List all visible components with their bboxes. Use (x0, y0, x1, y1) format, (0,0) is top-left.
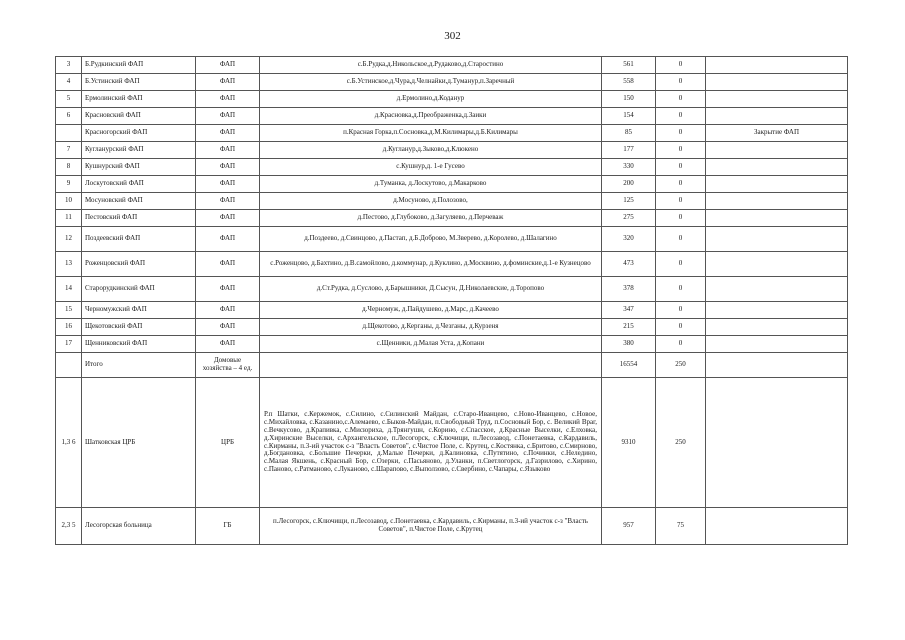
settlements-cell: д.Щекотово, д.Керганы, д.Чезганы, д.Курзеня (260, 319, 602, 336)
note-cell (706, 159, 848, 176)
facility-name-cell: Ермолинский ФАП (82, 91, 196, 108)
note-cell (706, 336, 848, 353)
population-cell: 200 (602, 176, 656, 193)
settlements-cell: д.Мосуново, д.Полозово, (260, 193, 602, 210)
population-cell: 380 (602, 336, 656, 353)
settlements-cell: с.Кушнур,д. 1-е Гусево (260, 159, 602, 176)
settlements-cell: п.Лесогорск, с.Ключищи, п.Лесозавод, с.Понетаевка, с.Кардавиль, с.Кирманы, п.3-ий участок с-з "Власть Советов", п.Чистое Поле, с.Крутец (260, 508, 602, 545)
facility-type-cell: ФАП (196, 302, 260, 319)
facility-type-cell: ФАП (196, 159, 260, 176)
facility-type-cell: ГБ (196, 508, 260, 545)
row-number-cell: 14 (56, 277, 82, 302)
table-row (56, 227, 848, 252)
note-cell (706, 227, 848, 252)
facility-type-cell: ФАП (196, 74, 260, 91)
table-row (56, 91, 848, 108)
value-cell: 0 (656, 193, 706, 210)
population-cell: 330 (602, 159, 656, 176)
row-number-cell: 10 (56, 193, 82, 210)
facility-name-cell: Мосуновский ФАП (82, 193, 196, 210)
value-cell: 0 (656, 277, 706, 302)
population-cell: 957 (602, 508, 656, 545)
value-cell: 0 (656, 227, 706, 252)
facility-name-cell: Лоскутовский ФАП (82, 176, 196, 193)
row-number-cell (56, 353, 82, 378)
facility-type-cell: ФАП (196, 176, 260, 193)
settlements-cell (260, 353, 602, 378)
note-cell (706, 193, 848, 210)
row-number-cell: 2,3 5 (56, 508, 82, 545)
row-number-cell: 13 (56, 252, 82, 277)
facility-type-cell: Домовые хозяйства – 4 ед. (196, 353, 260, 378)
facility-name-cell: Старорудкинский ФАП (82, 277, 196, 302)
facility-type-cell: ФАП (196, 108, 260, 125)
table-row (56, 176, 848, 193)
table-row (56, 74, 848, 91)
facility-name-cell: Красногорский ФАП (82, 125, 196, 142)
table-row (56, 210, 848, 227)
settlements-cell: с.Роженцово, д.Бахтино, д.В.самойлово, д.коммунар, д.Куклино, д.Москвино, д.фоминские,д.1-е Кузнецово (260, 252, 602, 277)
row-number-cell: 16 (56, 319, 82, 336)
note-cell (706, 508, 848, 545)
settlements-cell: д.Туманка, д.Лоскутово, д.Макарково (260, 176, 602, 193)
note-cell (706, 210, 848, 227)
settlements-cell: с.Б.Рудка,д.Никольское,д.Рудаково,д.Старостино (260, 57, 602, 74)
note-cell (706, 108, 848, 125)
facility-type-cell: ФАП (196, 125, 260, 142)
facilities-table (55, 56, 848, 545)
settlements-cell: д.Ермолино,д.Коданур (260, 91, 602, 108)
facility-type-cell: ФАП (196, 336, 260, 353)
facility-name-cell: Щенниковский ФАП (82, 336, 196, 353)
note-cell (706, 142, 848, 159)
value-cell: 0 (656, 252, 706, 277)
value-cell: 0 (656, 91, 706, 108)
note-cell (706, 277, 848, 302)
settlements-cell: д.Пестово, д.Глубоково, д.Загуляево, д.Перчеваж (260, 210, 602, 227)
settlements-cell: д.Поздеево, д.Свинцово, д.Пастап, д.Б.Доброво, М.Зверево, д.Королево, д.Шалагино (260, 227, 602, 252)
note-cell: Закрытие ФАП (706, 125, 848, 142)
row-number-cell: 17 (56, 336, 82, 353)
facility-name-cell: Щекотовский ФАП (82, 319, 196, 336)
population-cell: 561 (602, 57, 656, 74)
population-cell: 558 (602, 74, 656, 91)
facility-name-cell: Поздеевский ФАП (82, 227, 196, 252)
facility-type-cell: ФАП (196, 142, 260, 159)
table-row (56, 108, 848, 125)
population-cell: 275 (602, 210, 656, 227)
population-cell: 9310 (602, 378, 656, 508)
facility-type-cell: ФАП (196, 57, 260, 74)
population-cell: 347 (602, 302, 656, 319)
row-number-cell: 7 (56, 142, 82, 159)
settlements-cell: д.Кугланур,д.Зыково,д.Клюкено (260, 142, 602, 159)
facility-type-cell: ФАП (196, 252, 260, 277)
facility-name-cell: Шатковская ЦРБ (82, 378, 196, 508)
table-row (56, 193, 848, 210)
value-cell: 0 (656, 176, 706, 193)
settlements-cell: Р.п Шатки, с.Кержемок, с.Силино, с.Силинский Майдан, с.Старо-Иванцево, с.Ново-Иванцево, с.Новое, с.Михайловка, с.Казанино,с.Алемаево, с.Быков-Майдан, п.Свободный Труд, п.Сосновый Бор, с. Великий Враг, с.Вечкусово, д.Крапивка, с.Мисюриха, д.Трянгушн, с.Корино, с.Спасское, д.Красные Выселки, с.Елховка, д.Хиринские Выселки, с.Архангельское, п.Лесогорск, с.Ключищи, п.Лесозавод, с.Понетаевка, с.Кардавиль, с.Кирманы, п.3-ий участок с-з "Власть Советов", с.Чистое Поле, с. Крутец, с.Костянка, с.Бритово, с.Смирново, д.Богдановка, с.Большие Печерки, д.Малые Печерки, д.Калиновка, с.Путятино, с.Починки, с.Неледино, с.Малая Якшень, с.Красный Бор, с.Озерки, с.Пасьяново, д.Уланки, п.Светлогорск, д.Газрилово, с.Хирино, с.Паново, с.Ратманово, с.Луканово, с.Шарапово, с.Выползово, с.Свербино, с.Чапары, с.Языково (260, 378, 602, 508)
facility-name-cell: Б.Рудкинский ФАП (82, 57, 196, 74)
facility-name-cell: Черномужский ФАП (82, 302, 196, 319)
row-number-cell (56, 125, 82, 142)
settlements-cell: д.Красновка,д.Преображенка,д.Заики (260, 108, 602, 125)
settlements-cell: д.Ст.Рудка, д.Суслово, д.Барышники, Д.Сысун, Д.Николаевские, д.Торопово (260, 277, 602, 302)
population-cell: 215 (602, 319, 656, 336)
row-number-cell: 11 (56, 210, 82, 227)
facility-type-cell: ФАП (196, 193, 260, 210)
table-row (56, 378, 848, 508)
value-cell: 0 (656, 336, 706, 353)
table-row (56, 57, 848, 74)
settlements-cell: с.Б.Устинское,д.Чура,д.Челнайки,д.Туманур,п.Заречный (260, 74, 602, 91)
page-number: 302 (444, 30, 461, 42)
value-cell: 0 (656, 159, 706, 176)
value-cell: 0 (656, 302, 706, 319)
population-cell: 320 (602, 227, 656, 252)
population-cell: 473 (602, 252, 656, 277)
table-row (56, 336, 848, 353)
value-cell: 0 (656, 74, 706, 91)
facility-type-cell: ФАП (196, 91, 260, 108)
table-row (56, 277, 848, 302)
facility-name-cell: Лесогорская больница (82, 508, 196, 545)
value-cell: 0 (656, 319, 706, 336)
note-cell (706, 378, 848, 508)
note-cell (706, 176, 848, 193)
settlements-cell: с.Щенники, д.Малая Уста, д.Копани (260, 336, 602, 353)
table-row (56, 125, 848, 142)
facility-name-cell: Красновский ФАП (82, 108, 196, 125)
facility-name-cell: Итого (82, 353, 196, 378)
facility-type-cell: ФАП (196, 227, 260, 252)
population-cell: 125 (602, 193, 656, 210)
row-number-cell: 4 (56, 74, 82, 91)
table-row (56, 319, 848, 336)
population-cell: 154 (602, 108, 656, 125)
table-row (56, 252, 848, 277)
note-cell (706, 74, 848, 91)
facility-name-cell: Б.Устинский ФАП (82, 74, 196, 91)
row-number-cell: 5 (56, 91, 82, 108)
row-number-cell: 15 (56, 302, 82, 319)
note-cell (706, 319, 848, 336)
facility-name-cell: Роженцовский ФАП (82, 252, 196, 277)
population-cell: 150 (602, 91, 656, 108)
table-row (56, 142, 848, 159)
value-cell: 75 (656, 508, 706, 545)
table-row (56, 302, 848, 319)
note-cell (706, 252, 848, 277)
population-cell: 177 (602, 142, 656, 159)
value-cell: 250 (656, 378, 706, 508)
value-cell: 0 (656, 142, 706, 159)
facility-name-cell: Пестовский ФАП (82, 210, 196, 227)
settlements-cell: д.Черномуж, д.Пайдушево, д.Марс, д.Качеево (260, 302, 602, 319)
row-number-cell: 12 (56, 227, 82, 252)
note-cell (706, 91, 848, 108)
note-cell (706, 302, 848, 319)
value-cell: 0 (656, 210, 706, 227)
row-number-cell: 9 (56, 176, 82, 193)
value-cell: 0 (656, 57, 706, 74)
table-row (56, 353, 848, 378)
population-cell: 378 (602, 277, 656, 302)
population-cell: 16554 (602, 353, 656, 378)
facility-name-cell: Кушнурский ФАП (82, 159, 196, 176)
value-cell: 0 (656, 125, 706, 142)
row-number-cell: 6 (56, 108, 82, 125)
note-cell (706, 57, 848, 74)
facility-type-cell: ЦРБ (196, 378, 260, 508)
facility-name-cell: Кугланурский ФАП (82, 142, 196, 159)
settlements-cell: п.Красная Горка,п.Сосновка,д.М.Килимары,д.Б.Килимары (260, 125, 602, 142)
facility-type-cell: ФАП (196, 210, 260, 227)
table-row (56, 159, 848, 176)
note-cell (706, 353, 848, 378)
population-cell: 85 (602, 125, 656, 142)
facility-type-cell: ФАП (196, 319, 260, 336)
table-row (56, 508, 848, 545)
value-cell: 0 (656, 108, 706, 125)
row-number-cell: 1,3 6 (56, 378, 82, 508)
value-cell: 250 (656, 353, 706, 378)
row-number-cell: 8 (56, 159, 82, 176)
row-number-cell: 3 (56, 57, 82, 74)
facility-type-cell: ФАП (196, 277, 260, 302)
